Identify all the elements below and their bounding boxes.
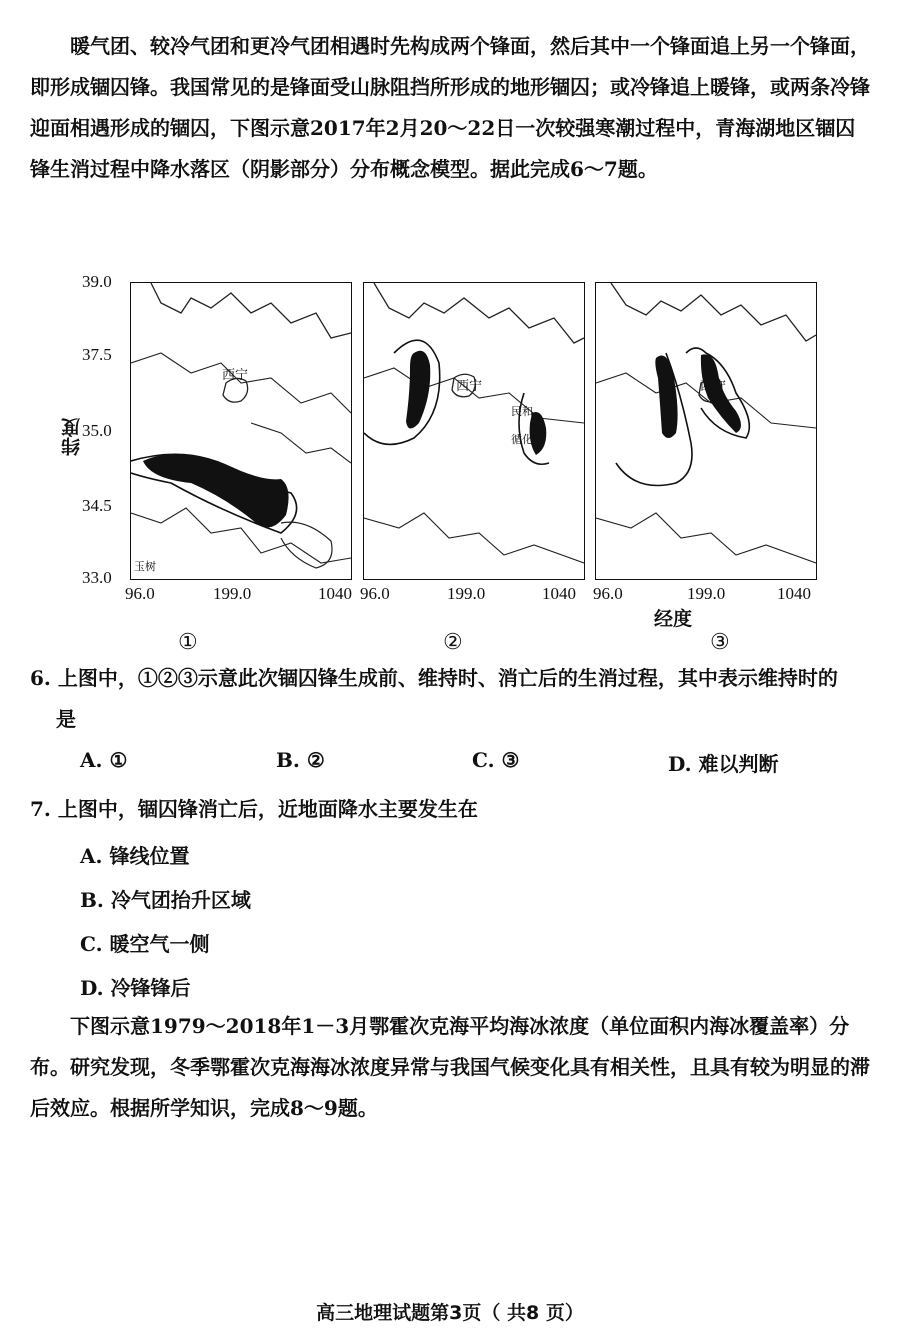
q7-option-c[interactable]: C. 暖空气一侧 — [80, 932, 210, 956]
intro-text: 暖气团、较冷气团和更冷气团相遇时先构成两个锋面，然后其中一个锋面追上另一个锋面，即形成锢囚锋。我国常见的是锋面受山脉阻挡所形成的地形锢囚；或冷锋追上暖锋，或两条冷锋迎面相遇形成的锢囚，下图示意2017年2月20～22日一次较强寒潮过程中，青海湖地区锢囚锋生消过程中降水落区（阴影部分）分布概念模型。据此完成6～7题。 — [30, 34, 870, 181]
intro-paragraph — [30, 26, 870, 190]
city-label-xining: 西宁 — [700, 379, 727, 394]
city-label-xining: 西宁 — [222, 368, 249, 383]
city-label-xining: 西宁 — [456, 379, 483, 394]
question-7-stem: 7. 上图中，锢囚锋消亡后，近地面降水主要发生在 — [30, 797, 478, 821]
q7-option-a[interactable]: A. 锋线位置 — [80, 844, 190, 868]
city-label-xunhua: 循化 — [511, 433, 533, 446]
panel-3-map — [595, 282, 817, 580]
panel-3-label: ③ — [710, 630, 730, 655]
panel-1-svg — [131, 283, 351, 579]
x-tick: 199.0 — [687, 584, 726, 603]
x-tick: 1040 — [777, 584, 811, 603]
x-tick: 96.0 — [593, 584, 623, 603]
city-label-yushu: 玉树 — [134, 560, 156, 573]
panel-2-map — [363, 282, 585, 580]
panel-2-label: ② — [443, 630, 463, 655]
question-6 — [30, 658, 870, 740]
intro2-text: 下图示意1979～2018年1－3月鄂霍次克海平均海冰浓度（单位面积内海冰覆盖率）分布。研究发现，冬季鄂霍次克海海冰浓度异常与我国气候变化具有相关性，且具有较为明显的滞后效应。根据所学知识，完成8～9题。 — [30, 1014, 870, 1120]
x-tick: 199.0 — [213, 584, 252, 603]
y-tick: 34.5 — [82, 496, 112, 515]
panel-2-svg — [364, 283, 584, 579]
y-tick: 35.0 — [82, 421, 112, 440]
city-label-minhe: 民和 — [511, 405, 533, 418]
x-tick: 1040 — [318, 584, 352, 603]
x-tick: 199.0 — [447, 584, 486, 603]
x-axis-label: 经度 — [654, 608, 693, 630]
question-6-stem-cont: 是 — [56, 707, 76, 731]
question-6-stem: 6. 上图中，①②③示意此次锢囚锋生成前、维持时、消亡后的生消过程，其中表示维持时的 — [30, 666, 838, 690]
q6-option-b[interactable]: B. ② — [276, 748, 325, 772]
x-tick: 96.0 — [360, 584, 390, 603]
q7-option-b[interactable]: B. 冷气团抬升区域 — [80, 888, 251, 912]
x-tick: 1040 — [542, 584, 576, 603]
x-tick: 96.0 — [125, 584, 155, 603]
panel-1-map — [130, 282, 352, 580]
y-tick: 33.0 — [82, 568, 112, 587]
y-axis-label: 纬度 — [61, 418, 83, 456]
q6-option-d[interactable]: D. 难以判断 — [668, 752, 779, 776]
q7-option-d[interactable]: D. 冷锋锋后 — [80, 976, 191, 1000]
q6-option-c[interactable]: C. ③ — [472, 748, 520, 772]
q6-option-a[interactable]: A. ① — [80, 748, 128, 772]
panel-1-label: ① — [178, 630, 198, 655]
panel-3-svg — [596, 283, 816, 579]
page-footer: 高三地理试题第3页（ 共8 页） — [316, 1302, 584, 1324]
y-tick: 39.0 — [82, 272, 112, 291]
intro2-paragraph — [30, 1006, 870, 1129]
y-tick: 37.5 — [82, 345, 112, 364]
front-model-figure — [50, 268, 840, 663]
